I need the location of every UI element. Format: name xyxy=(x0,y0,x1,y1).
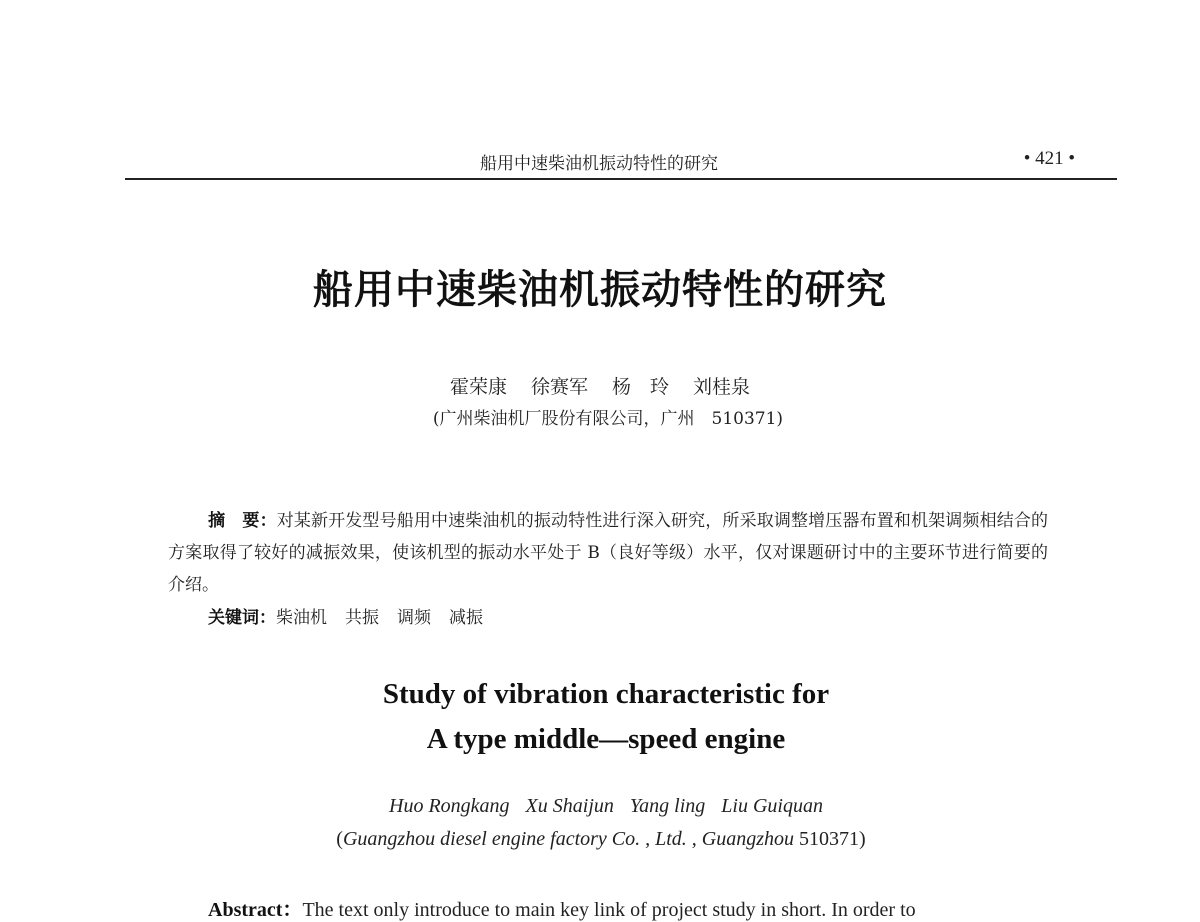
keywords-cn xyxy=(208,603,501,628)
header-rule xyxy=(125,178,1117,180)
running-header xyxy=(125,145,1115,181)
abstract-en-text: The text only introduce to main key link of project study in short. In order to xyxy=(302,899,916,921)
paper-title-cn: 船用中速柴油机振动特性的研究 xyxy=(313,266,887,313)
affiliation-en-name: Guangzhou diesel engine factory Co. , Ltd. , Guangzhou xyxy=(342,828,795,850)
affiliation-en-code: 510371) xyxy=(794,828,866,850)
keywords-cn-label: 关键词： xyxy=(208,608,276,628)
abstract-en-label: Abstract： xyxy=(208,899,303,921)
author-en: Xu Shaijun xyxy=(525,795,614,817)
keyword: 减振 xyxy=(449,608,483,628)
page-number: • 421 • xyxy=(1023,148,1075,169)
keyword: 柴油机 xyxy=(276,608,327,628)
abstract-en xyxy=(208,893,1068,922)
title-en-line-1: Study of vibration characteristic for xyxy=(382,678,830,710)
authors-cn xyxy=(0,372,1200,399)
keyword: 共振 xyxy=(345,608,379,628)
author-cn: 杨 玲 xyxy=(612,376,670,398)
author-en: Liu Guiquan xyxy=(721,795,823,817)
keyword: 调频 xyxy=(397,608,431,628)
affiliation-en-open: ( xyxy=(336,828,343,850)
title-en-line-2: A type middle—speed engine xyxy=(426,723,786,755)
author-cn: 徐赛军 xyxy=(530,376,588,398)
abstract-cn xyxy=(168,505,1048,601)
abstract-cn-label: 摘 要： xyxy=(208,511,277,531)
author-cn: 霍荣康 xyxy=(449,376,507,398)
abstract-cn-text: 对某新开发型号船用中速柴油机的振动特性进行深入研究，所采取调整增压器布置和机架调频相结合的方案取得了较好的减振效果，使该机型的振动水平处于 B（良好等级）水平，仅对课题研讨中的主要环节进行简要的介绍。 xyxy=(168,511,1049,595)
authors-en xyxy=(0,795,1200,818)
author-cn: 刘桂泉 xyxy=(693,376,751,398)
paper-title-en xyxy=(0,672,1200,762)
author-en: Huo Rongkang xyxy=(389,795,510,817)
running-title: 船用中速柴油机振动特性的研究 xyxy=(480,154,718,174)
affiliation-en xyxy=(0,828,1200,851)
affiliation-cn: (广州柴油机厂股份有限公司，广州 510371) xyxy=(432,409,784,429)
author-en: Yang ling xyxy=(629,795,706,817)
